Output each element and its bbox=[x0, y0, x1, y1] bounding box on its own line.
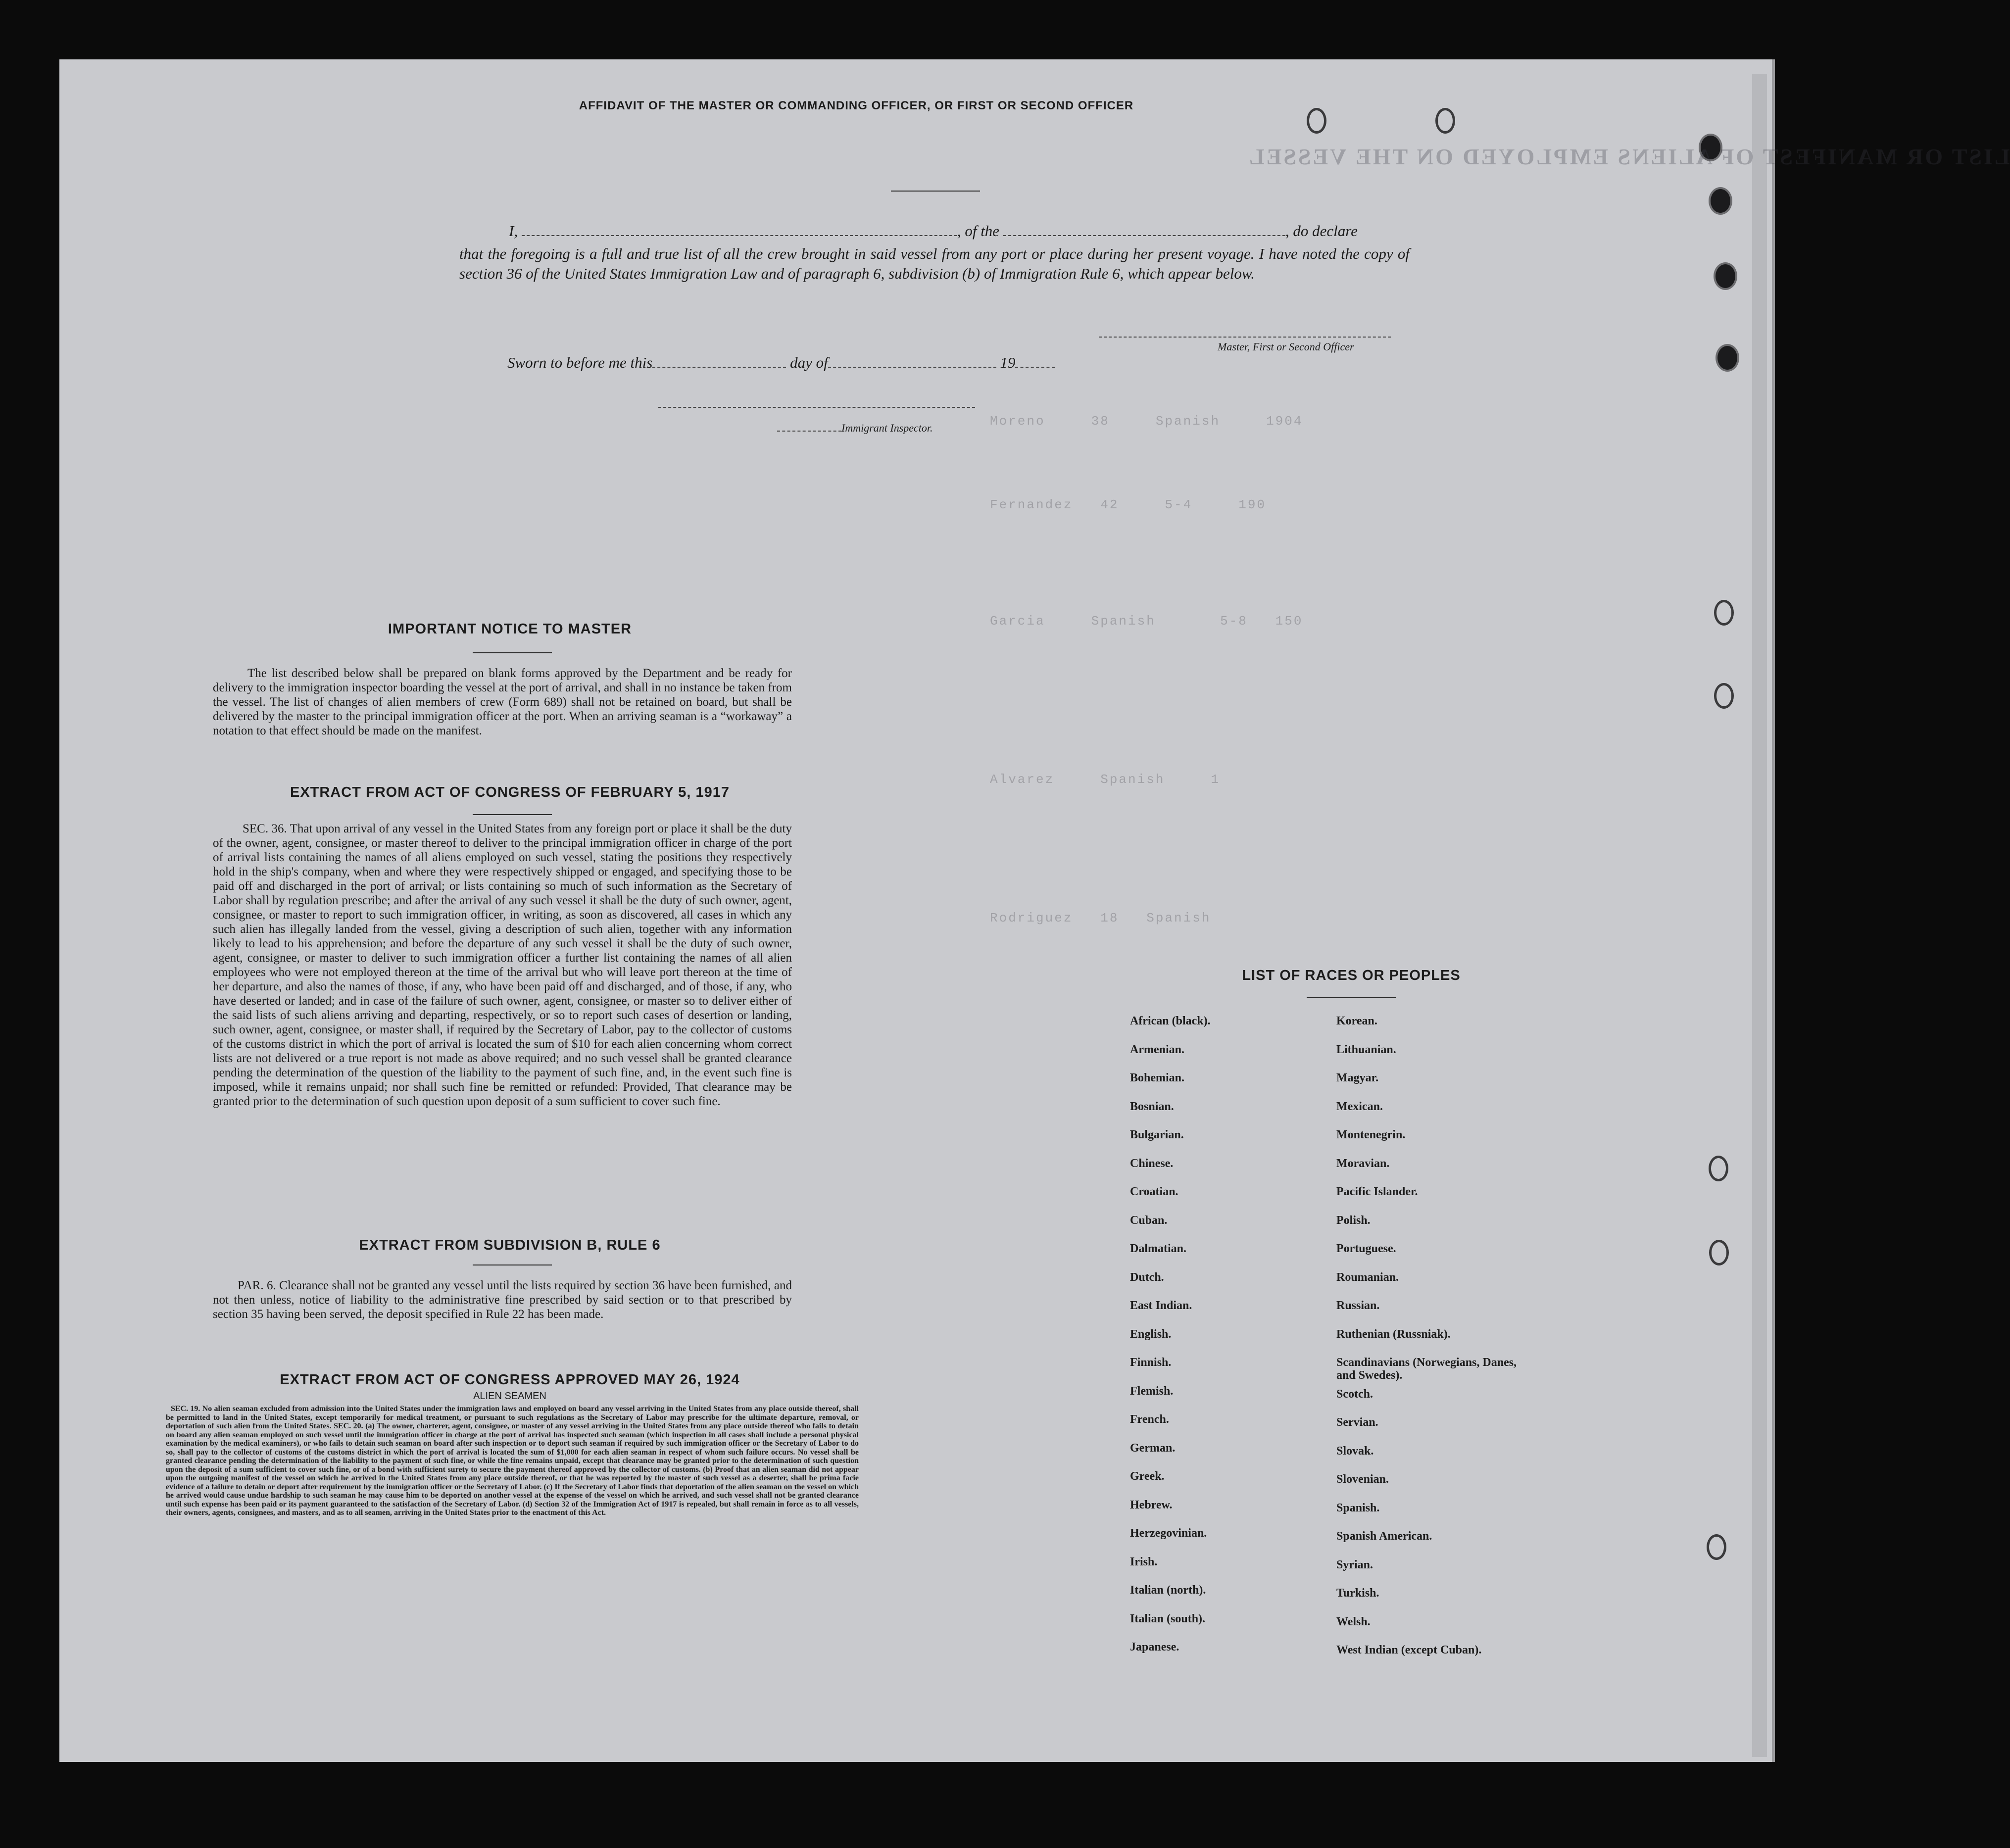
race-item: Servian. bbox=[1336, 1416, 1378, 1429]
year-blank[interactable] bbox=[1015, 355, 1055, 368]
divider bbox=[473, 1264, 552, 1265]
race-item: Montenegrin. bbox=[1336, 1128, 1406, 1141]
race-item: Bosnian. bbox=[1130, 1100, 1174, 1113]
month-blank[interactable] bbox=[828, 355, 996, 368]
divider bbox=[473, 652, 552, 653]
year-label: 19 bbox=[1000, 354, 1016, 371]
race-item: German. bbox=[1130, 1441, 1176, 1455]
affidavit-text: that the foregoing is a full and true list of all the crew brought in said vessel from any port or place during her present voyage. I have noted the copy of section 36 of the United States Immigration Law and of paragraph 6, subdivision (b) of Immigration Rule 6, which appear below. bbox=[459, 245, 1410, 282]
binder-ring bbox=[1709, 1156, 1728, 1181]
race-item: Dalmatian. bbox=[1130, 1242, 1186, 1255]
sworn-label: Sworn to before me this bbox=[507, 354, 653, 371]
officer-signature-line[interactable] bbox=[1099, 337, 1391, 339]
race-item: Portuguese. bbox=[1336, 1242, 1396, 1255]
binder-ring bbox=[1707, 1534, 1726, 1560]
race-item: Roumanian. bbox=[1336, 1270, 1399, 1284]
race-item: English. bbox=[1130, 1327, 1172, 1341]
bleed-through-row: Moreno 38 Spanish 1904 bbox=[990, 414, 1303, 429]
extract-1924-text: SEC. 19. No alien seaman excluded from admission into the United States under the immigration laws and employed on board any vessel arriving in the United States from any place outside thereof, shall be permitted to land in the United States, except temporarily for medical treatment, or pursuant to such regulations as the Secretary of Labor may prescribe for the ultimate departure, removal, or deportation of such alien from the United States. SEC. 20. (a) The owner, charterer, agent, consignee, or master of any vessel arriving in the United States from any place outside thereof who fails to detain on board any alien seaman employed on such vessel until the immigration officer in charge at the port of arrival has inspected such seaman (which inspection in all cases shall include a personal physical examination by the medical examiners), or who fails to detain such seaman on board after such inspection or to deport such seaman if required by such immigration officer or the Secretary of Labor to do so, shall pay to the collector of customs of the customs district in which the port of arrival is located the sum of $1,000 for each alien seaman in respect of whom such failure occurs. No vessel shall be granted clearance pending the determination of the liability to the payment of such fine, or while the fine remains unpaid, except that clearance may be granted prior to the determination of such question upon the deposit of a sum sufficient to cover such fine, or of a bond with sufficient surety to secure the payment thereof approved by the collector of customs. (b) Proof that an alien seaman did not appear upon the outgoing manifest of the vessel on which he arrived in the United States from any place outside thereof, or that he was reported by the master of such vessel as a deserter, shall be prima facie evidence of a failure to detain or deport after requirement by the immigration officer or the Secretary of Labor. (c) If the Secretary of Labor finds that deportation of the alien seaman on the vessel on which he arrived would cause undue hardship to such seaman he may cause him to be deported on another vessel at the expense of the vessel on which he arrived, and such vessel shall not be granted clearance until such expense has been paid or its payment guaranteed to the satisfaction of the Secretary of Labor. (d) Section 32 of the Immigration Act of 1917 is repealed, but shall remain in force as to all vessels, their owners, agents, consignees, and masters, and as to all seamen, arriving in the United States prior to the enactment of this Act. bbox=[166, 1405, 859, 1517]
vessel-blank[interactable] bbox=[1003, 223, 1285, 236]
sworn-line bbox=[507, 353, 1151, 373]
race-item: Italian (south). bbox=[1130, 1612, 1206, 1625]
bleed-through-row: Garcia Spanish 5-8 150 bbox=[990, 614, 1303, 629]
binder-hole bbox=[1714, 262, 1737, 290]
extract-1924-subtitle: ALIEN SEAMEN bbox=[473, 1391, 546, 1402]
bleed-through-row: Fernandez 42 5-4 190 bbox=[990, 497, 1267, 512]
notice-title: IMPORTANT NOTICE TO MASTER bbox=[388, 621, 632, 637]
race-item: Turkish. bbox=[1336, 1587, 1379, 1600]
race-item: Slovak. bbox=[1336, 1444, 1374, 1458]
race-item: Russian. bbox=[1336, 1299, 1380, 1312]
binder-hole bbox=[1716, 344, 1739, 372]
race-item: Italian (north). bbox=[1130, 1584, 1206, 1597]
extract-1917-title: EXTRACT FROM ACT OF CONGRESS OF FEBRUARY 5, 1917 bbox=[290, 784, 730, 800]
race-item: Bohemian. bbox=[1130, 1071, 1185, 1084]
race-item: African (black). bbox=[1130, 1015, 1211, 1027]
race-item: Ruthenian (Russniak). bbox=[1336, 1327, 1451, 1341]
inspector-signature-line[interactable] bbox=[658, 407, 975, 409]
race-item: French. bbox=[1130, 1413, 1169, 1426]
page-edge bbox=[1752, 74, 1767, 1757]
bleed-through-heading: LIST OR MANIFEST OF ALIENS EMPLOYED ON THE VESSEL bbox=[1247, 144, 2010, 169]
race-item: Polish. bbox=[1336, 1214, 1371, 1227]
race-item: Spanish. bbox=[1336, 1501, 1380, 1514]
race-item: West Indian (except Cuban). bbox=[1336, 1644, 1482, 1656]
binder-ring bbox=[1714, 683, 1734, 709]
extract-rule6-text: PAR. 6. Clearance shall not be granted any vessel until the lists required by section 36 have been furnished, and not then unless, notice of liability to the administrative fine prescribed by said section or to that prescribed by section 35 having been served, the deposit specified in Rule 22 has been made. bbox=[213, 1279, 792, 1321]
officer-label: Master, First or Second Officer bbox=[1218, 340, 1354, 353]
race-item: Herzegovinian. bbox=[1130, 1527, 1207, 1540]
affidavit-title: AFFIDAVIT OF THE MASTER OR COMMANDING OFFICER, OR FIRST OR SECOND OFFICER bbox=[579, 99, 1134, 112]
divider bbox=[473, 814, 552, 815]
race-item: Scandinavians (Norwegians, Danes, and Swedes). bbox=[1336, 1356, 1517, 1382]
race-item: Welsh. bbox=[1336, 1615, 1371, 1628]
affidavit-declare-label: , do declare bbox=[1285, 222, 1358, 240]
extract-1924-title: EXTRACT FROM ACT OF CONGRESS APPROVED MAY 26, 1924 bbox=[280, 1372, 740, 1388]
race-item: Chinese. bbox=[1130, 1157, 1174, 1170]
race-item: Greek. bbox=[1130, 1470, 1165, 1483]
divider bbox=[1307, 997, 1396, 998]
binder-ring bbox=[1709, 1240, 1729, 1265]
race-item: Syrian. bbox=[1336, 1558, 1373, 1571]
race-item: Cuban. bbox=[1130, 1214, 1168, 1227]
races-title: LIST OF RACES OR PEOPLES bbox=[1242, 968, 1461, 983]
race-item: Flemish. bbox=[1130, 1384, 1174, 1398]
notice-text: The list described below shall be prepared on blank forms approved by the Department and be ready for delivery to the immigration inspector boarding the vessel at the port of arrival, and shall in no instance be taken from the vessel. The list of changes of alien members of crew (Form 689) shall not be retained on board, but shall be delivered by the master to the principal immigration officer at the port. When an arriving seaman is a “workaway” a notation to that effect should be made on the manifest. bbox=[213, 667, 792, 737]
race-item: Korean. bbox=[1336, 1015, 1377, 1027]
day-blank[interactable] bbox=[652, 355, 786, 368]
affidavit-i-label: I, bbox=[509, 222, 518, 240]
binder-hole bbox=[1709, 187, 1732, 215]
race-item: East Indian. bbox=[1130, 1299, 1192, 1312]
extract-rule6-title: EXTRACT FROM SUBDIVISION B, RULE 6 bbox=[359, 1237, 661, 1253]
race-item: Dutch. bbox=[1130, 1270, 1164, 1284]
name-blank[interactable] bbox=[522, 223, 957, 236]
inspector-label: Immigrant Inspector. bbox=[777, 422, 933, 435]
race-item: Slovenian. bbox=[1336, 1473, 1389, 1486]
bleed-through-row: Alvarez Spanish 1 bbox=[990, 772, 1221, 787]
affidavit-of-label: , of the bbox=[957, 222, 1000, 240]
race-item: Armenian. bbox=[1130, 1043, 1184, 1056]
divider bbox=[891, 191, 980, 192]
day-of-label: day of bbox=[790, 354, 828, 371]
inspector-blank bbox=[777, 425, 841, 432]
race-item: Moravian. bbox=[1336, 1157, 1390, 1170]
extract-1917-text: SEC. 36. That upon arrival of any vessel in the United States from any foreign port or place it shall be the duty of the owner, agent, consignee, or master thereof to deliver to the principal immigration officer in charge of the port of arrival lists containing the names of all aliens employed on such vessel, stating the positions they respectively hold in the ship's company, when and where they were respectively shipped or engaged, and specifying those to be paid off and discharged in the port of arrival; or lists containing so much of such information as the Secretary of Labor shall by regulation prescribe; and after the arrival of any such vessel it shall be the duty of such owner, agent, consignee, or master to report to such immigration officer, in writing, as soon as discovered, all cases in which any such alien has illegally landed from the vessel, giving a description of such alien, together with any information likely to lead to his apprehension; and before the departure of any such vessel it shall be the duty of such owner, agent, consignee, or master to deliver to such immigration officer a further list containing the names of all alien employees who were not employed thereon at the time of the arrival but who will leave port thereon at the time of her departure, and also the names of those, if any, who have been paid off and discharged, and of those, if any, who have deserted or landed; and in case of the failure of such owner, agent, consignee, or master so to deliver either of the said lists of such aliens arriving and departing, respectively, or so to report such cases of desertion or landing, such owner, agent, consignee, or master shall, if required by the Secretary of Labor, pay to the collector of customs of the customs district in which the port of arrival is located the sum of $10 for each alien concerning whom correct lists are not delivered or a true report is not made as above required; and no such vessel shall be granted clearance pending the determination of the question of the liability to the payment of such fine, and, in the event such fine is imposed, while it remains unpaid; nor shall such fine be remitted or refunded: Provided, That clearance may be granted prior to the determination of such question upon deposit of a sum sufficient to cover such fine. bbox=[213, 822, 792, 1108]
race-item: Lithuanian. bbox=[1336, 1043, 1396, 1056]
race-item: Scotch. bbox=[1336, 1387, 1373, 1401]
race-item: Spanish American. bbox=[1336, 1530, 1432, 1543]
affidavit-declaration-line bbox=[509, 221, 1410, 241]
binder-ring bbox=[1714, 600, 1734, 626]
race-item: Irish. bbox=[1130, 1555, 1158, 1568]
race-item: Bulgarian. bbox=[1130, 1128, 1184, 1141]
race-item: Croatian. bbox=[1130, 1185, 1178, 1198]
race-item: Pacific Islander. bbox=[1336, 1185, 1418, 1198]
bleed-through-row: Rodriguez 18 Spanish bbox=[990, 911, 1211, 925]
race-item: Hebrew. bbox=[1130, 1498, 1173, 1511]
race-item: Finnish. bbox=[1130, 1356, 1172, 1369]
race-item: Japanese. bbox=[1130, 1641, 1179, 1653]
race-item: Magyar. bbox=[1336, 1071, 1379, 1084]
race-item: Mexican. bbox=[1336, 1100, 1383, 1113]
